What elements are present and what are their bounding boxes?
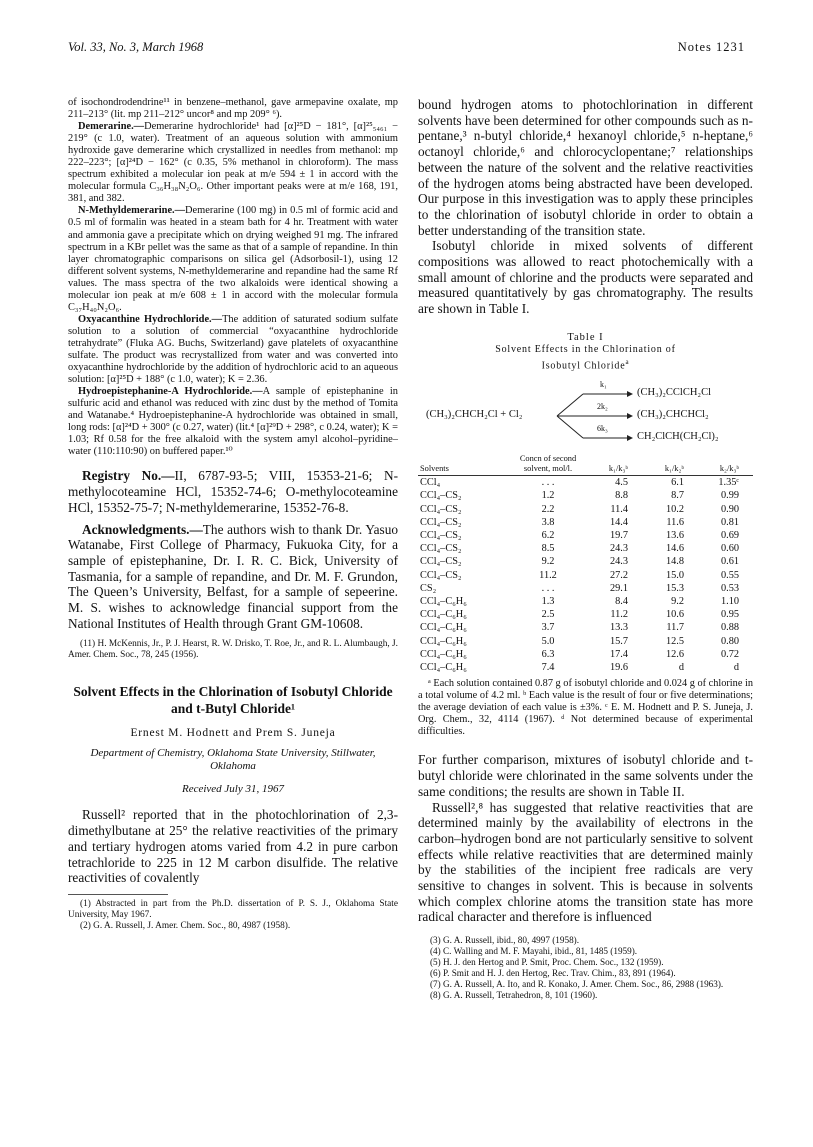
paragraph: Russell²,⁸ has suggested that relative reactivities that are determined mainly by the availability of electrons in the carbon–hydrogen bond are not particularly sensitive to solvent effects while relative reactivities that are determined mainly by the stabilities of the incipient free radicals are very sensitive to changes in solvent. This is because in solvents which complex chlorine atoms the transition state has more radical character and therefore is influenced xyxy=(418,799,753,925)
reference: (7) G. A. Russell, A. Ito, and R. Konako, J. Amer. Chem. Soc., 86, 2988 (1963). xyxy=(430,978,724,989)
table-cell: 0.72 xyxy=(720,648,739,660)
table-cell: 0.99 xyxy=(720,490,739,502)
table-cell: 1.35ᶜ xyxy=(718,477,739,489)
reactant: (CH₃)₂CHCH₂Cl + Cl₂ xyxy=(426,409,523,421)
product-1: (CH₃)₂CClCH₂Cl xyxy=(637,387,711,399)
table-cell: 11.2 xyxy=(610,609,628,621)
table-cell: 8.4 xyxy=(615,595,628,607)
table-cell: 27.2 xyxy=(609,569,628,581)
table-cell: 7.4 xyxy=(541,661,555,673)
table-cell: CCl₄–CS₂ xyxy=(420,490,462,502)
table-cell: 13.6 xyxy=(665,530,684,542)
reference-list xyxy=(418,935,753,1000)
table-cell: 1.10 xyxy=(720,595,739,607)
table-cell: 6.2 xyxy=(541,530,555,542)
acknowledgments: Acknowledgments.—The authors wish to thank Dr. Yasuo Watanabe, First College of Pharmacy, Fukuoka City, for a sample of epistephanine, Dr. I. R. C. Bick, University of Tasmania, for a sample of repandine, and Dr. M. F. Grundon, The Queen’s University, Belfast, for a sample of sepeerine. M. S. wishes to acknowledge financial support from the National Institutes of Health through Grant GM-10608. xyxy=(68,521,398,631)
paragraph: Russell² reported that in the photochlorination of 2,3-dimethylbutane at 25° the relative reactivities of the primary and tertiary hydrogen atoms varied from 4.2 in pure carbon tetrachloride to 225 in 12 M carbon disulfide. The relative reactivities of covalently xyxy=(68,807,398,886)
table-cell: . . . xyxy=(541,582,555,594)
table-cell: 3.7 xyxy=(541,622,555,634)
reaction-arrows xyxy=(553,382,633,450)
paragraph: Demerarine.—Demerarine hydrochloride¹ had [α]²⁵D − 181°, [α]²⁵₅₄₆₁ − 219° (c 1.0, water). Treatment of an aqueous solution with ammonium hydroxide gave demerarine which crystallized in needles from methanol: mp 222–223°; [α]²⁴D − 162° (c 0.35, 5% methanol in chloroform). The mass spectrum exhibited a molecular ion peak at m/e 594 ± 1 in accord with the molecular formula C₃₆H₃₈N₂O₆. Other important peaks were at m/e 168, 191, 381, and 382. xyxy=(68,121,398,205)
table-cell: 11.7 xyxy=(666,622,684,634)
table-cell: CCl₄–C₆H₆ xyxy=(420,595,467,607)
paragraph: bound hydrogen atoms to photochlorination in different solvents have been determined for other compounds such as n-pentane,³ n-butyl chloride,⁴ hexanoyl chloride,⁵ n-heptane,⁶ octanoyl chloride,⁶ and chlorocyclopentane;⁷ relationships between the nature of the solvent and the relative reactivities of the hydrogen atoms being abstracted have been developed. Our purpose in this investigation was to apply these principles to the chlorination of isobutyl chloride in order to obtain a better understanding of the transition state. xyxy=(418,97,753,238)
table-cell: CCl₄–C₆H₆ xyxy=(420,648,467,660)
paragraph: N-Methyldemerarine.—Demerarine (100 mg) in 0.5 ml of formic acid and 0.5 ml of formalin was heated in a steam bath for 4 hr. Treatment with water and ammonia gave a precipitate which on drying weighed 91 mg. The infrared spectrum in a KBr pellet was the same as that of a sample of repandine. In thin layer chromatographic comparisons on silica gel (Adsorbosil-1), using 12 different solvent systems, N-methyldemerarine and repandine had the same Rf values. The mass spectra of the two alkaloids were identical showing a molecular ion peak at m/e 608 ± 1 in accord with the molecular formula C₃₇H₄₀N₂O₆. xyxy=(68,205,398,313)
table-cell: 15.3 xyxy=(665,582,684,594)
table-cell: d xyxy=(678,661,684,673)
received-date: Received July 31, 1967 xyxy=(181,783,284,796)
product-3: CH₂ClCH(CH₂Cl)₂ xyxy=(637,431,719,443)
table-cell: CS₂ xyxy=(420,582,437,594)
running-header-page: Notes 1231 xyxy=(677,40,745,54)
right-column xyxy=(418,97,753,1001)
run-in-heading: Oxyacanthine Hydrochloride.— xyxy=(78,313,223,325)
column-header: k₂/k₃ᵇ xyxy=(698,454,753,476)
paragraph: of isochondrodendrine¹¹ in benzene–methanol, gave armepavine oxalate, mp 211–213° (lit. mp 211–212° uncor⁸ and mp 209° ⁶). xyxy=(68,97,398,121)
table-cell: 14.4 xyxy=(609,516,628,528)
table-cell: 2.5 xyxy=(541,609,555,621)
table-cell: 0.95 xyxy=(720,609,739,621)
table-row xyxy=(418,595,753,608)
table-cell: 11.4 xyxy=(610,503,628,515)
rate-label-k2: 2k₂ xyxy=(597,402,608,412)
table-cell: d xyxy=(733,661,739,673)
table-cell: CCl₄–CS₂ xyxy=(420,503,462,515)
table-cell: . . . xyxy=(541,477,555,489)
table-row xyxy=(418,582,753,595)
table-row xyxy=(418,661,753,674)
results-table xyxy=(418,454,753,674)
table-footnotes: ᵃ Each solution contained 0.87 g of isobutyl chloride and 0.024 g of chlorine in a total volume of 4.2 ml. ᵇ Each value is the result of four or five determinations; the average deviation of each value is ±3%. ᶜ E. M. Hodnett and P. S. Juneja, J. Org. Chem., 32, 4114 (1967). ᵈ Not determined because of experimental difficulties. xyxy=(418,677,753,738)
left-column xyxy=(68,97,398,932)
table-cell: 6.1 xyxy=(671,477,684,489)
table-cell: CCl₄–CS₂ xyxy=(420,556,462,568)
table-cell: CCl₄–CS₂ xyxy=(420,530,462,542)
table-row xyxy=(418,529,753,542)
table-body xyxy=(418,476,753,674)
rate-label-k1: k₁ xyxy=(600,380,607,390)
run-in-heading: N-Methyldemerarine.— xyxy=(78,205,186,217)
table-cell: 10.2 xyxy=(665,503,684,515)
table-cell: 24.3 xyxy=(609,543,628,555)
run-in-heading: Demerarine.— xyxy=(78,121,145,133)
paragraph: Hydroepistephanine-A Hydrochloride.—A sample of epistephanine in sulfuric acid and ethanol was reduced with zinc dust by the method of Tomita and Watanabe.⁴ Hydroepistephanine-A hydrochloride was obtained in small, long rods: [α]²⁴D + 300° (c 0.27, water) (lit.⁴ [α]²⁹D + 298°, c 0.24, water); K = 1.03; Rf 0.58 for the free alkaloid with the system amyl alcohol–pyridine–water (110:110:90) on buffered paper.¹⁰ xyxy=(68,386,398,458)
experimental-section xyxy=(68,97,398,458)
table-row xyxy=(418,476,753,490)
paragraph: For further comparison, mixtures of isobutyl chloride and t-butyl chloride were chlorinated in the same solvents under the same conditions; the results are shown in Table II. xyxy=(418,752,753,799)
table-cell: 15.0 xyxy=(665,569,684,581)
table-cell: CCl₄–CS₂ xyxy=(420,569,462,581)
footnote: (1) Abstracted in part from the Ph.D. dissertation of P. S. J., Oklahoma State University, May 1967. xyxy=(68,898,398,920)
paragraph: Isobutyl chloride in mixed solvents of different compositions was allowed to react photochemically with a small amount of chlorine and the products were separated and measured quantitatively by gas chromatography. The results are shown in Table I. xyxy=(418,238,753,317)
table-cell: 8.7 xyxy=(671,490,684,502)
table-cell: 0.88 xyxy=(720,622,739,634)
table-title: Solvent Effects in the Chlorination of xyxy=(495,343,676,355)
reference: (8) G. A. Russell, Tetrahedron, 8, 101 (1960). xyxy=(430,989,598,1000)
registry-numbers: Registry No.—II, 6787-93-5; VIII, 15353-21-6; N-methylocoteamine HCl, 15352-74-6; O-methylocoteamine HCl, 15352-75-7; N-methyldemerarine, 15352-76-8. xyxy=(68,468,398,515)
table-cell: CCl₄–C₆H₆ xyxy=(420,635,467,647)
column-header: k₁/k₂ᵇ xyxy=(642,454,698,476)
table-row xyxy=(418,555,753,568)
table-cell: 5.0 xyxy=(541,635,555,647)
table-cell: 17.4 xyxy=(609,648,628,660)
table-cell: 13.3 xyxy=(609,622,628,634)
table-cell: 29.1 xyxy=(609,582,628,594)
table-cell: 0.90 xyxy=(720,503,739,515)
footnote: (11) H. McKennis, Jr., P. J. Hearst, R. W. Drisko, T. Roe, Jr., and R. L. Alumbaugh, J. Amer. Chem. Soc., 78, 245 (1956). xyxy=(68,639,398,661)
table-cell: CCl₄–CS₂ xyxy=(420,543,462,555)
table-cell: 0.80 xyxy=(720,635,739,647)
table-row xyxy=(418,489,753,502)
table-cell: 12.5 xyxy=(665,635,684,647)
table-cell: 3.8 xyxy=(541,516,555,528)
table-cell: 9.2 xyxy=(671,595,684,607)
table-cell: 19.6 xyxy=(609,661,628,673)
paragraph: Oxyacanthine Hydrochloride.—The addition of saturated sodium sulfate solution to a solution of commercial “oxyacanthine hydrochloride tetrahydrate” (Fluka AG. Buchs, Switzerland) gave platelets of oxyacanthine sulfate. The product was recrystallized from water and was converted into oxyacanthine hydrochloride by the addition of hydrochloric acid to an aqueous solution: [α]²⁵D + 188° (c 1.0, water); K = 2.36. xyxy=(68,313,398,386)
reference: (3) G. A. Russell, ibid., 80, 4997 (1958). xyxy=(430,935,580,946)
table-cell: 15.7 xyxy=(609,635,628,647)
table-cell: 0.81 xyxy=(720,516,739,528)
column-header: Solvents xyxy=(418,454,510,476)
table-cell: 14.6 xyxy=(665,543,684,555)
table-cell: 11.2 xyxy=(539,569,557,581)
table-cell: CCl₄–C₆H₆ xyxy=(420,609,467,621)
table-cell: CCl₄–C₆H₆ xyxy=(420,622,467,634)
table-cell: 0.55 xyxy=(720,569,739,581)
table-cell: 12.6 xyxy=(665,648,684,660)
table-cell: 0.69 xyxy=(720,530,739,542)
table-cell: CCl₄–CS₂ xyxy=(420,516,462,528)
table-cell: 6.3 xyxy=(541,648,555,660)
footnote: (2) G. A. Russell, J. Amer. Chem. Soc., 80, 4987 (1958). xyxy=(80,920,291,931)
affiliation: Department of Chemistry, Oklahoma State University, Stillwater, Oklahoma xyxy=(90,747,376,773)
running-header-journal: Vol. 33, No. 3, March 1968 xyxy=(68,40,204,54)
table-row xyxy=(418,568,753,581)
table-cell: 1.2 xyxy=(541,490,555,502)
table-row xyxy=(418,621,753,634)
table-cell: CCl₄–C₆H₆ xyxy=(420,661,467,673)
rate-label-k3: 6k₃ xyxy=(597,424,608,434)
table-cell: 11.6 xyxy=(666,516,684,528)
table-cell: 9.2 xyxy=(541,556,555,568)
column-header: k₁/k₃ᵇ xyxy=(586,454,642,476)
table-label: Table I xyxy=(567,331,604,343)
reaction-scheme xyxy=(418,382,753,450)
table-cell: 0.61 xyxy=(720,556,739,568)
table-row xyxy=(418,634,753,647)
table-row xyxy=(418,503,753,516)
table-cell: 19.7 xyxy=(609,530,628,542)
reference: (6) P. Smit and H. J. den Hertog, Rec. Trav. Chim., 83, 891 (1964). xyxy=(430,967,676,978)
table-row xyxy=(418,516,753,529)
footnote-rule xyxy=(68,894,168,895)
product-2: (CH₃)₂CHCHCl₂ xyxy=(637,409,709,421)
table-cell: 1.3 xyxy=(541,595,555,607)
table-title-line2: Isobutyl Chloride$^a$ xyxy=(541,357,630,372)
table-cell: 8.8 xyxy=(615,490,628,502)
table-cell: 8.5 xyxy=(541,543,555,555)
article-title: Solvent Effects in the Chlorination of Isobutyl Chloride and t-Butyl Chloride¹ xyxy=(73,684,393,717)
table-cell: 2.2 xyxy=(541,503,555,515)
table-cell: 0.60 xyxy=(720,543,739,555)
table-cell: 4.5 xyxy=(615,477,628,489)
table-row xyxy=(418,648,753,661)
table-header-row xyxy=(418,454,753,476)
table-cell: CCl₄ xyxy=(420,477,441,489)
run-in-heading: Hydroepistephanine-A Hydrochloride.— xyxy=(78,386,263,398)
table-cell: 0.53 xyxy=(720,582,739,594)
reference: (4) C. Walling and M. F. Mayahi, ibid., 81, 1485 (1959). xyxy=(430,946,638,957)
table-row xyxy=(418,542,753,555)
table-row xyxy=(418,608,753,621)
table-cell: 10.6 xyxy=(665,609,684,621)
table-cell: 24.3 xyxy=(609,556,628,568)
reference: (5) H. J. den Hertog and P. Smit, Proc. Chem. Soc., 132 (1959). xyxy=(430,957,664,967)
authors: Ernest M. Hodnett and Prem S. Juneja xyxy=(130,727,336,740)
column-header: Concn of second solvent, mol/l. xyxy=(510,454,586,476)
table-cell: 14.8 xyxy=(665,556,684,568)
